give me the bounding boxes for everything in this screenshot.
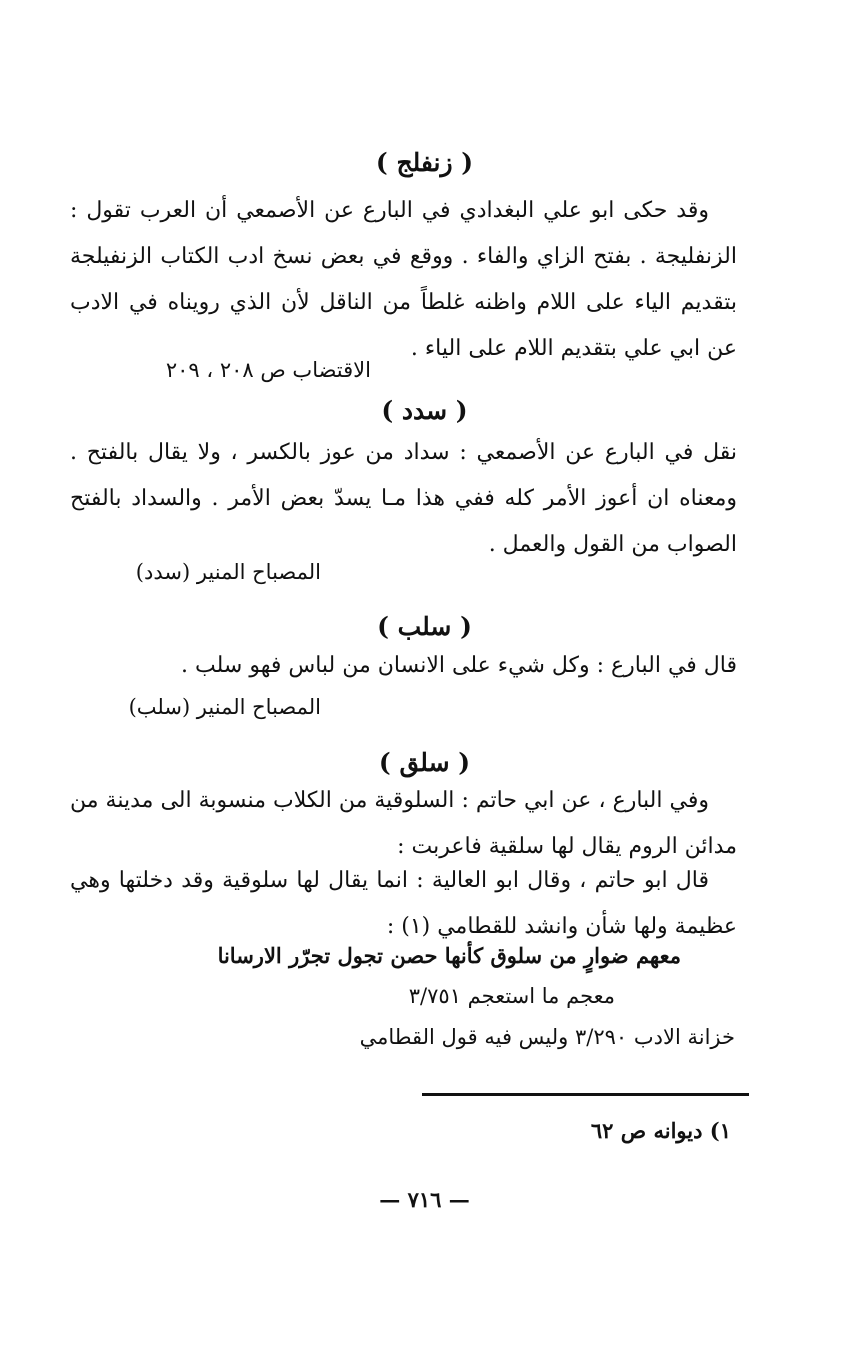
entry-paragraph-salaq-1: وفي البارع ، عن ابي حاتم : السلوقية من الكلاب منسوبة الى مدينة من مدائن الروم يقال لها سلقية فاعربت : [70, 788, 737, 859]
footnote-divider [422, 1093, 749, 1096]
entry-source-salaq-2: خزانة الادب ٣/٢٩٠ وليس فيه قول القطامي [359, 1025, 735, 1049]
entry-paragraph-salab: قال في البارع : وكل شيء على الانسان من لباس فهو سلب . [181, 653, 737, 678]
entry-heading-salaq: ( سلق ) [378, 748, 471, 777]
entry-heading-zanfalaj: ( زنفلج ) [375, 148, 474, 177]
entry-source-salaq-1: معجم ما استعجم ٣/٧٥١ [408, 984, 615, 1008]
entry-paragraph-salaq-2: قال ابو حاتم ، وقال ابو العالية : انما يقال لها سلوقية وقد دخلتها وهي عظيمة ولها شأن وانشد للقطامي (١) : [70, 868, 737, 939]
entry-heading-salab: ( سلب ) [377, 612, 472, 641]
entry-heading-sadad: ( سدد ) [381, 396, 468, 425]
footnote-text: ١) ديوانه ص ٦٢ [590, 1118, 731, 1143]
poetry-verse: معهم ضوارٍ من سلوق كأنها حصن تجول تجرّر الارسانا [217, 943, 681, 968]
page-number: — ٧١٦ — [379, 1187, 470, 1212]
entry-paragraph-sadad: نقل في البارع عن الأصمعي : سداد من عوز بالكسر ، ولا يقال بالفتح . ومعناه ان أعوز الأمر كله ففي هذا مـا يسدّ بعض الأمر . والسداد بالفتح الصواب من القول والعمل . [70, 440, 737, 557]
entry-source-salab: المصباح المنير (سلب) [128, 695, 321, 719]
entry-source-sadad: المصباح المنير (سدد) [135, 560, 321, 584]
entry-source-zanfalaj: الاقتضاب ص ٢٠٨ ، ٢٠٩ [165, 358, 371, 382]
entry-paragraph-zanfalaj: وقد حكى ابو علي البغدادي في البارع عن الأصمعي أن العرب تقول : الزنفليجة . بفتح الزاي والفاء . ووقع في بعض نسخ ادب الكتاب الزنفيلجة بتقديم الياء على اللام واظنه غلطاً من الناقل لأن الذي رويناه في الادب عن ابي علي بتقديم اللام على الياء . [70, 198, 737, 361]
